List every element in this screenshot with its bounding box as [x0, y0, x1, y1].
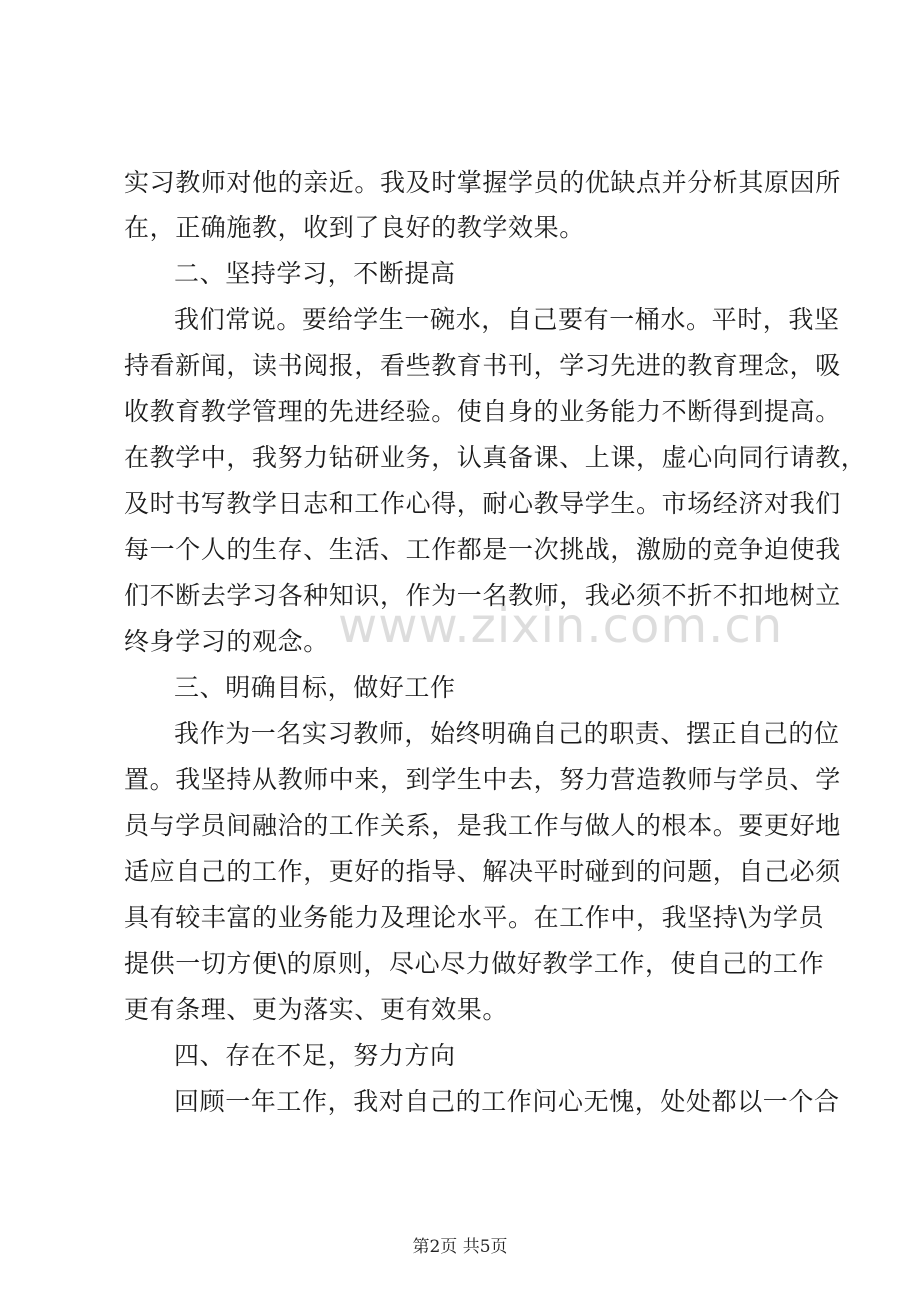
text-line: 们不断去学习各种知识，作为一名教师，我必须不折不扣地树立 [124, 581, 841, 610]
section-heading: 三、明确目标，做好工作 [174, 673, 456, 702]
text-line: 我们常说。要给学生一碗水，自己要有一桶水。平时，我坚 [174, 305, 840, 334]
text-line: 员与学员间融洽的工作关系，是我工作与做人的根本。要更好地 [124, 811, 841, 840]
watermark: www.zixin.com.cn [338, 598, 784, 654]
text-line: 收教育教学管理的先进经验。使自身的业务能力不断得到提高。 [124, 397, 841, 426]
page-footer: 第2页 共5页 [412, 1237, 508, 1257]
text-line: 具有较丰富的业务能力及理论水平。在工作中，我坚持\为学员 [124, 903, 825, 932]
text-line: 在，正确施教，收到了良好的教学效果。 [124, 213, 585, 242]
text-line: 我作为一名实习教师，始终明确自己的职责、摆正自己的位 [174, 719, 840, 748]
section-heading: 二、坚持学习，不断提高 [174, 259, 456, 288]
text-line: 及时书写教学日志和工作心得，耐心教导学生。市场经济对我们 [124, 489, 841, 518]
text-line: 在教学中，我努力钻研业务，认真备课、上课，虚心向同行请教， [124, 443, 867, 472]
text-line: 提供一切方便\的原则，尽心尽力做好教学工作，使自己的工作 [124, 949, 825, 978]
text-line: 回顾一年工作，我对自己的工作问心无愧，处处都以一个合 [174, 1087, 840, 1116]
text-line: 实习教师对他的亲近。我及时掌握学员的优缺点并分析其原因所 [124, 168, 841, 197]
section-heading: 四、存在不足，努力方向 [174, 1041, 456, 1070]
text-line: 更有条理、更为落实、更有效果。 [124, 995, 509, 1024]
text-line: 适应自己的工作，更好的指导、解决平时碰到的问题，自己必须 [124, 857, 841, 886]
text-line: 终身学习的观念。 [124, 627, 329, 656]
text-line: 置。我坚持从教师中来，到学生中去，努力营造教师与学员、学 [124, 765, 841, 794]
text-line: 每一个人的生存、生活、工作都是一次挑战，激励的竞争迫使我 [124, 535, 841, 564]
text-line: 持看新闻，读书阅报，看些教育书刊，学习先进的教育理念，吸 [124, 351, 841, 380]
